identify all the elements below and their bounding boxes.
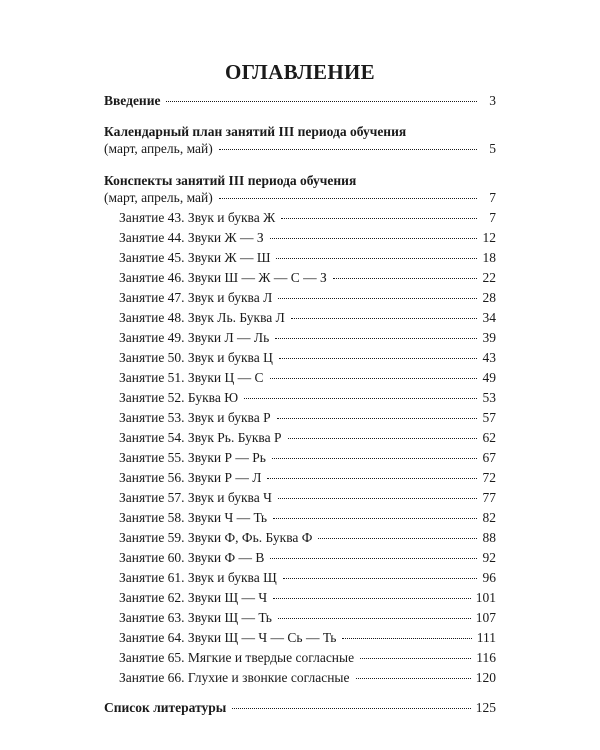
- section-heading-label: Конспекты занятий III периода обучения: [104, 173, 357, 188]
- toc-entry-lesson[interactable]: [104, 550, 496, 570]
- lesson-list: [104, 210, 496, 690]
- toc-entry-lesson[interactable]: [104, 310, 496, 330]
- toc-page-number: 125: [475, 700, 496, 715]
- toc-entry-label: Занятие 66. Глухие и звонкие согласные: [119, 670, 350, 685]
- dot-leader: [273, 598, 471, 599]
- dot-leader: [276, 258, 477, 259]
- toc-entry-label: Занятие 53. Звук и буква Р: [119, 410, 271, 425]
- toc-entry-lesson[interactable]: [104, 490, 496, 510]
- toc-page-number: 120: [475, 670, 496, 685]
- toc-page-number: 116: [476, 650, 496, 665]
- dot-leader: [273, 518, 477, 519]
- toc-entry-label: Занятие 57. Звук и буква Ч: [119, 490, 272, 505]
- toc-page-number: 88: [482, 530, 496, 545]
- toc-entry-lesson[interactable]: [104, 370, 496, 390]
- dot-leader: [360, 658, 471, 659]
- toc-entry-lesson[interactable]: [104, 430, 496, 450]
- toc-entry-label: Занятие 52. Буква Ю: [119, 390, 239, 405]
- toc-entry-label: (март, апрель, май): [104, 190, 213, 205]
- toc-entry-lesson[interactable]: [104, 450, 496, 470]
- dot-leader: [283, 578, 477, 579]
- toc-entry-label: Занятие 46. Звуки Ш — Ж — С — З: [119, 270, 327, 285]
- toc-list: [104, 93, 496, 720]
- toc-entry-lesson[interactable]: [104, 210, 496, 230]
- toc-page-number: 72: [482, 470, 496, 485]
- toc-entry-label: Занятие 59. Звуки Ф, Фь. Буква Ф: [119, 530, 313, 545]
- toc-entry-lesson[interactable]: [104, 470, 496, 490]
- dot-leader: [279, 358, 477, 359]
- toc-entry-label: Занятие 50. Звук и буква Ц: [119, 350, 273, 365]
- toc-page-number: 62: [482, 430, 496, 445]
- dot-leader: [318, 538, 477, 539]
- toc-page-number: 57: [482, 410, 496, 425]
- toc-page-number: 92: [482, 550, 496, 565]
- toc-entry-label: Занятие 65. Мягкие и твердые согласные: [119, 650, 355, 665]
- toc-page-number: 82: [482, 510, 496, 525]
- dot-leader: [232, 708, 470, 709]
- toc-entry-label: Занятие 47. Звук и буква Л: [119, 290, 273, 305]
- toc-entry-calendar[interactable]: [104, 141, 496, 161]
- toc-page-number: 111: [476, 630, 496, 645]
- toc-entry-lesson[interactable]: [104, 290, 496, 310]
- dot-leader: [278, 618, 471, 619]
- toc-entry-lesson[interactable]: [104, 330, 496, 350]
- dot-leader: [278, 498, 477, 499]
- toc-entry-label: Занятие 60. Звуки Ф — В: [119, 550, 265, 565]
- toc-page-number: 34: [482, 310, 496, 325]
- toc-entry-label: Занятие 55. Звуки Р — Рь: [119, 450, 266, 465]
- toc-page-number: 28: [482, 290, 496, 305]
- toc-entry-label: Занятие 61. Звук и буква Щ: [119, 570, 277, 585]
- toc-entry-lesson[interactable]: [104, 650, 496, 670]
- dot-leader: [281, 218, 477, 219]
- toc-entry-label: Занятие 45. Звуки Ж — Ш: [119, 250, 271, 265]
- toc-page-number: 7: [489, 190, 496, 205]
- toc-entry-label: Занятие 48. Звук Ль. Буква Л: [119, 310, 285, 325]
- toc-entry-label: (март, апрель, май): [104, 141, 213, 156]
- toc-entry-lesson[interactable]: [104, 590, 496, 610]
- toc-page-number: 7: [489, 210, 496, 225]
- toc-entry-label: Занятие 56. Звуки Р — Л: [119, 470, 262, 485]
- dot-leader: [244, 398, 477, 399]
- dot-leader: [270, 238, 477, 239]
- toc-entry-lesson[interactable]: [104, 570, 496, 590]
- dot-leader: [333, 278, 477, 279]
- toc-page-number: 43: [482, 350, 496, 365]
- toc-entry-lesson[interactable]: [104, 390, 496, 410]
- toc-entry-label: Занятие 63. Звуки Щ — Ть: [119, 610, 272, 625]
- toc-entry-label: Список литературы: [104, 700, 227, 715]
- toc-entry-references[interactable]: [104, 700, 496, 720]
- dot-leader: [219, 149, 477, 150]
- section-heading-label: Календарный план занятий III периода обучения: [104, 124, 407, 139]
- toc-entry-label: Занятие 51. Звуки Ц — С: [119, 370, 264, 385]
- toc-page-number: 53: [482, 390, 496, 405]
- toc-entry-lesson[interactable]: [104, 670, 496, 690]
- dot-leader: [278, 298, 477, 299]
- spacer: [104, 690, 496, 700]
- toc-entry-label: Введение: [104, 93, 161, 108]
- toc-page-number: 39: [482, 330, 496, 345]
- dot-leader: [356, 678, 471, 679]
- toc-page-number: 12: [482, 230, 496, 245]
- toc-page-number: 22: [482, 270, 496, 285]
- toc-page-number: 101: [475, 590, 496, 605]
- page-title: ОГЛАВЛЕНИЕ: [225, 60, 375, 84]
- toc-entry-lesson[interactable]: [104, 530, 496, 550]
- toc-section-heading-calendar: [104, 124, 496, 141]
- toc-entry-lesson[interactable]: [104, 270, 496, 290]
- dot-leader: [291, 318, 477, 319]
- dot-leader: [270, 558, 477, 559]
- toc-entry-lesson[interactable]: [104, 230, 496, 250]
- toc-page-number: 18: [482, 250, 496, 265]
- toc-page-number: 96: [482, 570, 496, 585]
- toc-entry-label: Занятие 49. Звуки Л — Ль: [119, 330, 270, 345]
- dot-leader: [270, 378, 477, 379]
- dot-leader: [277, 418, 477, 419]
- dot-leader: [166, 101, 477, 102]
- toc-entry-label: Занятие 58. Звуки Ч — Ть: [119, 510, 268, 525]
- toc-entry-lesson[interactable]: [104, 410, 496, 430]
- toc-entry-lesson[interactable]: [104, 630, 496, 650]
- toc-section-heading-notes: [104, 173, 496, 190]
- toc-page-number: 107: [475, 610, 496, 625]
- toc-page-number: 49: [482, 370, 496, 385]
- dot-leader: [288, 438, 477, 439]
- toc-entry-lesson[interactable]: [104, 510, 496, 530]
- toc-entry-label: Занятие 43. Звук и буква Ж: [119, 210, 276, 225]
- toc-page-number: 5: [489, 141, 496, 156]
- toc-entry-label: Занятие 62. Звуки Щ — Ч: [119, 590, 268, 605]
- toc-entry-lesson[interactable]: [104, 350, 496, 370]
- toc-page-number: 77: [482, 490, 496, 505]
- dot-leader: [272, 458, 477, 459]
- spacer: [104, 161, 496, 173]
- spacer: [104, 113, 496, 124]
- dot-leader: [275, 338, 477, 339]
- toc-page-number: 3: [489, 93, 496, 108]
- toc-entry-notes[interactable]: [104, 190, 496, 210]
- toc-entry-label: Занятие 54. Звук Рь. Буква Р: [119, 430, 282, 445]
- toc-entry-label: Занятие 64. Звуки Щ — Ч — Сь — Ть: [119, 630, 337, 645]
- dot-leader: [267, 478, 477, 479]
- toc-entry-intro[interactable]: [104, 93, 496, 113]
- toc-entry-lesson[interactable]: [104, 250, 496, 270]
- toc-entry-label: Занятие 44. Звуки Ж — З: [119, 230, 264, 245]
- dot-leader: [219, 198, 477, 199]
- toc-page-number: 67: [482, 450, 496, 465]
- toc-entry-lesson[interactable]: [104, 610, 496, 630]
- dot-leader: [342, 638, 471, 639]
